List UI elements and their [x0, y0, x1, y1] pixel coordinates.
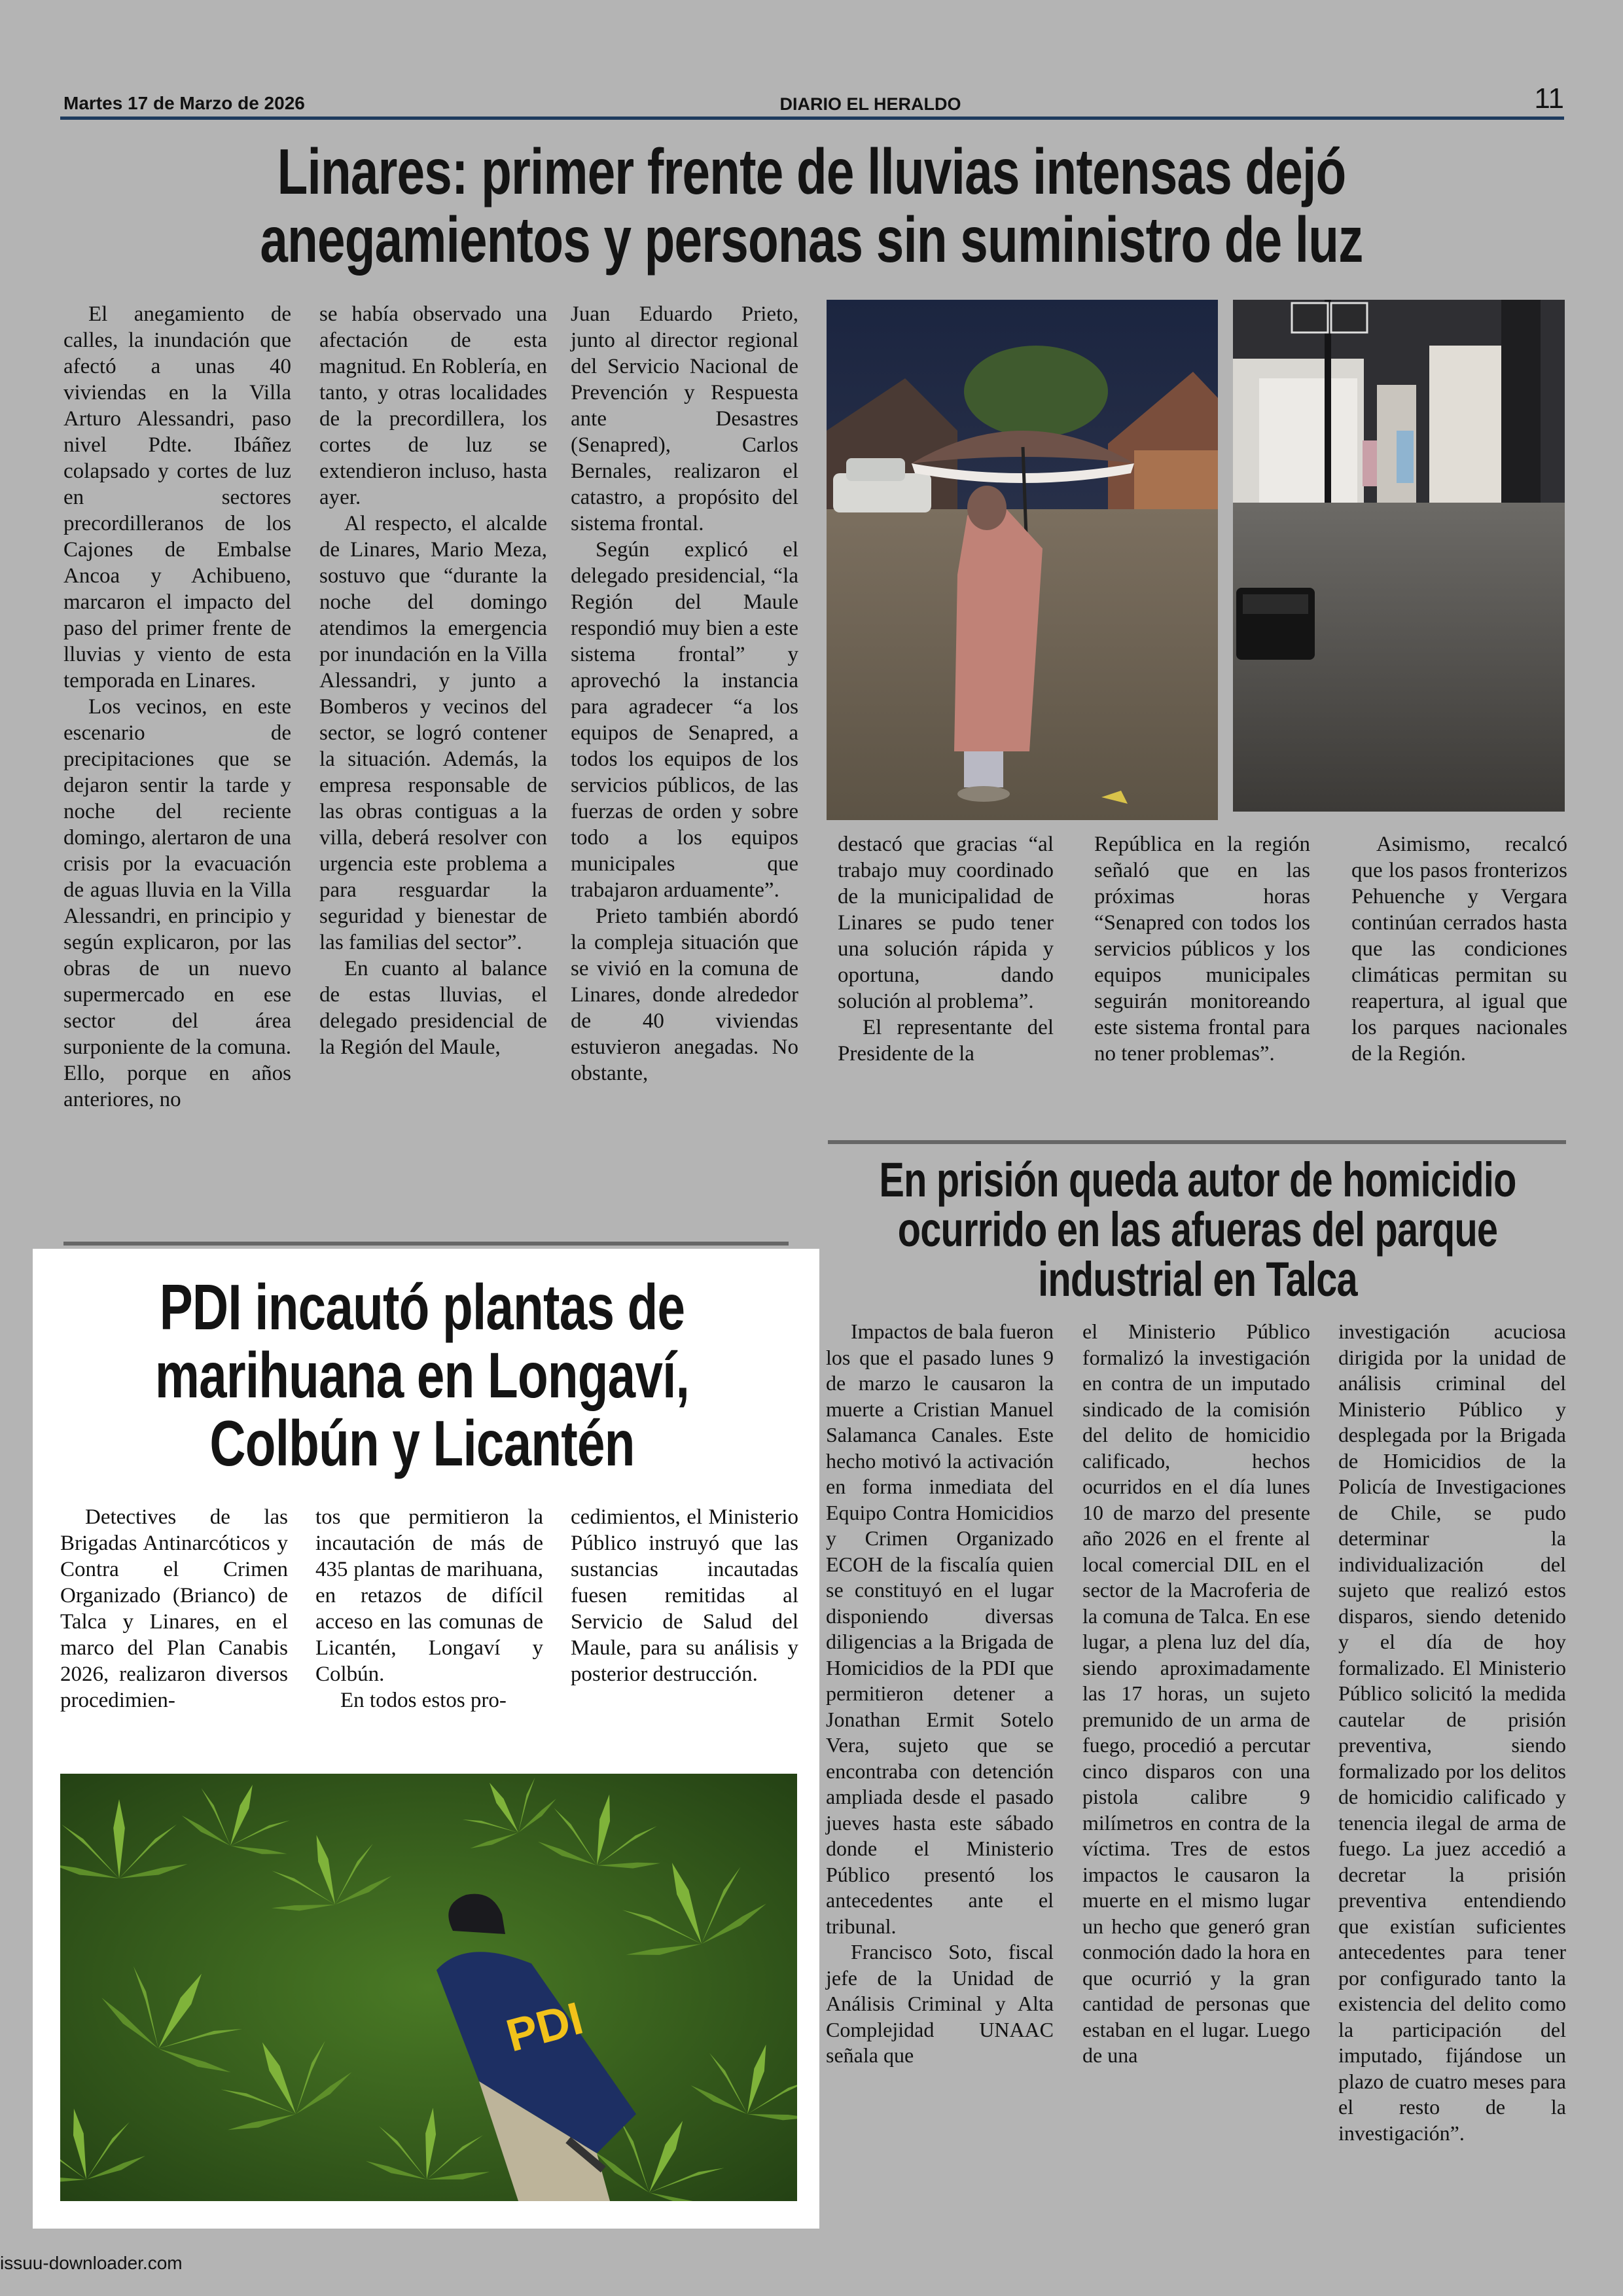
- article3-headline-line2: marihuana en Longaví,: [154, 1339, 690, 1411]
- article1-column-3: [571, 301, 798, 1086]
- flood-photo-street: [1233, 300, 1565, 812]
- issue-date: Martes 17 de Marzo de 2026: [63, 93, 305, 113]
- page-number: 11: [1534, 82, 1564, 115]
- article3-headline-line1: PDI incautó plantas de: [159, 1271, 685, 1343]
- article2-headline-line3: industrial en Talca: [1038, 1252, 1357, 1306]
- paragraph: investigación acuciosa dirigida por la unidad de análisis criminal del Ministerio Público y desplegada por la Brigada de Homicidios de la Policía de Investigaciones de Chile, se pudo determinar la individualización del sujeto que realizó estos disparos, siendo detenido y el día de hoy formalizado. El Ministerio Público solicitó la medida cautelar de prisión preventiva, siendo formalizado por los delitos de homicidio calificado y tenencia ilegal de arma de fuego. La juez accedió a decretar la prisión preventiva entendiendo que existían suficientes antecedentes para tener por configurado tanto la existencia del delito como la participación del imputado, fijándose un plazo de cuatro meses para el resto de la investigación”.: [1338, 1319, 1566, 2145]
- article1-column-5: [1094, 831, 1310, 1067]
- paragraph: Impactos de bala fueron los que el pasado lunes 9 de marzo le causaron la muerte a Cristian Manuel Salamanca Canales. Este hecho motivó la activación en forma inmediata del Equipo Contra Homicidios y Crimen Organizado ECOH de la fiscalía quien se constituyó en el lugar disponiendo diversas diligencias a la Brigada de Homicidios de la PDI que permitieron detener a Jonathan Ermit Sotelo Vera, sujeto que se encontraba con detención ampliada desde el pasado jueves hasta este sábado donde el Ministerio Público presentó los antecedentes ante el tribunal.: [826, 1319, 1054, 1938]
- article1-headline: [199, 137, 1424, 274]
- paragraph: El anegamiento de calles, la inundación que afectó a unas 40 viviendas en la Villa Arturo Alessandri, paso nivel Pdte. Ibáñez colapsado y cortes de luz en sectores precordilleranos de los Cajones de Embalse Ancoa y Achibueno, marcaron el impacto del paso del primer frente de lluvias y viento de esta temporada en Linares.: [63, 302, 291, 692]
- section-rule: [828, 1140, 1566, 1144]
- flood-photo-umbrella: [827, 300, 1218, 820]
- article1-column-6: [1351, 831, 1567, 1067]
- newspaper-name: DIARIO EL HERALDO: [779, 94, 961, 114]
- pdi-vest-text: PDI: [501, 1992, 588, 2062]
- paragraph: Asimismo, recalcó que los pasos fronterizos Pehuenche y Vergara continúan cerrados hasta que las condiciones climáticas permitan su reapertura, al igual que los parques nacionales de la Región.: [1351, 833, 1567, 1066]
- paragraph: En cuanto al balance de estas lluvias, el delegado presidencial de la Región del Maule,: [319, 957, 547, 1059]
- article3-column-1: [60, 1504, 288, 1713]
- article2-column-1: [826, 1319, 1054, 2069]
- article1-column-1: [63, 301, 291, 1113]
- paragraph: En todos estos pro-: [340, 1689, 507, 1712]
- header-rule: [60, 117, 1564, 120]
- footer-watermark: issuu-downloader.com: [0, 2253, 183, 2273]
- paragraph: cedimientos, el Ministerio Público instruyó que las sustancias incautadas fuesen remitidas al Servicio de Salud del Maule, para su análisis y posterior destrucción.: [571, 1505, 798, 1686]
- paragraph: Los vecinos, en este escenario de precipitaciones que se dejaron sentir la tarde y noche del reciente domingo, alertaron de una crisis por la evacuación de aguas lluvia en la Villa Alessandri, en principio y según explicaron, por las obras de un nuevo supermercado en ese sector del área surponiente de la comuna. Ello, porque en años anteriores, no: [63, 695, 291, 1111]
- article2-headline-line1: En prisión queda autor de homicidio: [879, 1153, 1516, 1207]
- paragraph: Según explicó el delegado presidencial, “la Región del Maule respondió muy bien a este sistema frontal” y aprovechó la instancia para agradecer “a los equipos de Senapred, a todos los equipos de los servicios públicos, de las fuerzas de orden y sobre todo a los equipos municipales que trabajaron arduamente”.: [571, 538, 798, 902]
- marijuana-plants-photo: [60, 1774, 797, 2201]
- paragraph: Prieto también abordó la compleja situación que se vivió en la comuna de Linares, donde alrededor de 40 viviendas estuvieron anegadas. No obstante,: [571, 905, 798, 1085]
- paragraph: Detectives de las Brigadas Antinarcóticos y Contra el Crimen Organizado (Brianco) de Talca y Linares, en el marco del Plan Canabis 2026, realizaron diversos procedimien-: [60, 1505, 288, 1712]
- article1-headline-line2: anegamientos y personas sin suministro de luz: [260, 204, 1363, 276]
- paragraph: destacó que gracias “al trabajo muy coordinado de la municipalidad de Linares se pudo tener una solución rápida y oportuna, dando solución al problema”.: [838, 833, 1054, 1013]
- article3-column-2: [315, 1504, 543, 1713]
- article1-column-4: [838, 831, 1054, 1067]
- paragraph: el Ministerio Público formalizó la investigación en contra de un imputado sindicado de la comisión del delito de homicidio calificado, hechos ocurridos en el día lunes 10 de marzo del presente año 2026 en el frente al local comercial DIL en el sector de la Macroferia de la comuna de Talca. En ese lugar, a plena luz del día, siendo aproximadamente las 17 horas, un sujeto premunido de un arma de fuego, procedió a percutar cinco disparos con una pistola calibre 9 milímetros en contra de la víctima. Tres de estos impactos le causaron la muerte en el mismo lugar un hecho que generó gran conmoción dado la hora en que ocurrió y la gran cantidad de personas que estaban en el lugar. Luego de una: [1082, 1319, 1310, 2067]
- article1-column-2: [319, 301, 547, 1060]
- paragraph: Al respecto, el alcalde de Linares, Mario Meza, sostuvo que “durante la noche del domingo atendimos la emergencia por inundación en la Villa Alessandri, y junto a Bomberos y vecinos del sector, se logró contener la situación. Además, la empresa responsable de las obras contiguas a la villa, deberá resolver con urgencia este problema a para resguardar la seguridad y bienestar de las familias del sector”.: [319, 512, 547, 954]
- article3-headline-line3: Colbún y Licantén: [209, 1407, 635, 1479]
- article1-headline-line1: Linares: primer frente de lluvias intensas dejó: [277, 135, 1346, 207]
- paragraph: tos que permitieron la incautación de más de 435 plantas de marihuana, en retazos de difícil acceso en las comunas de Licantén, Longaví y Colbún.: [315, 1505, 543, 1686]
- paragraph: El representante del Presidente de la: [838, 1016, 1054, 1066]
- section-rule: [63, 1242, 789, 1246]
- article2-headline-line2: ocurrido en las afueras del parque: [897, 1202, 1498, 1257]
- paragraph: se había observado una afectación de esta magnitud. En Roblería, en tanto, y otras localidades de la precordillera, los cortes de luz se extendieron incluso, hasta ayer.: [319, 302, 547, 509]
- paragraph: República en la región señaló que en las próximas horas “Senapred con todos los servicios públicos y los equipos municipales seguirán monitoreando este sistema frontal para no tener problemas”.: [1094, 833, 1310, 1066]
- article2-column-2: [1082, 1319, 1310, 2069]
- article3-column-3: [571, 1504, 798, 1687]
- article2-headline: [866, 1155, 1529, 1304]
- paragraph: Juan Eduardo Prieto, junto al director regional del Servicio Nacional de Prevención y Respuesta ante Desastres (Senapred), Carlos Bernales, realizaron el catastro, a propósito del sistema frontal.: [571, 302, 798, 535]
- article2-column-3: [1338, 1319, 1566, 2146]
- paragraph: Francisco Soto, fiscal jefe de la Unidad de Análisis Criminal y Alta Complejidad UNAAC señala que: [826, 1940, 1054, 2067]
- article3-headline: [103, 1273, 741, 1477]
